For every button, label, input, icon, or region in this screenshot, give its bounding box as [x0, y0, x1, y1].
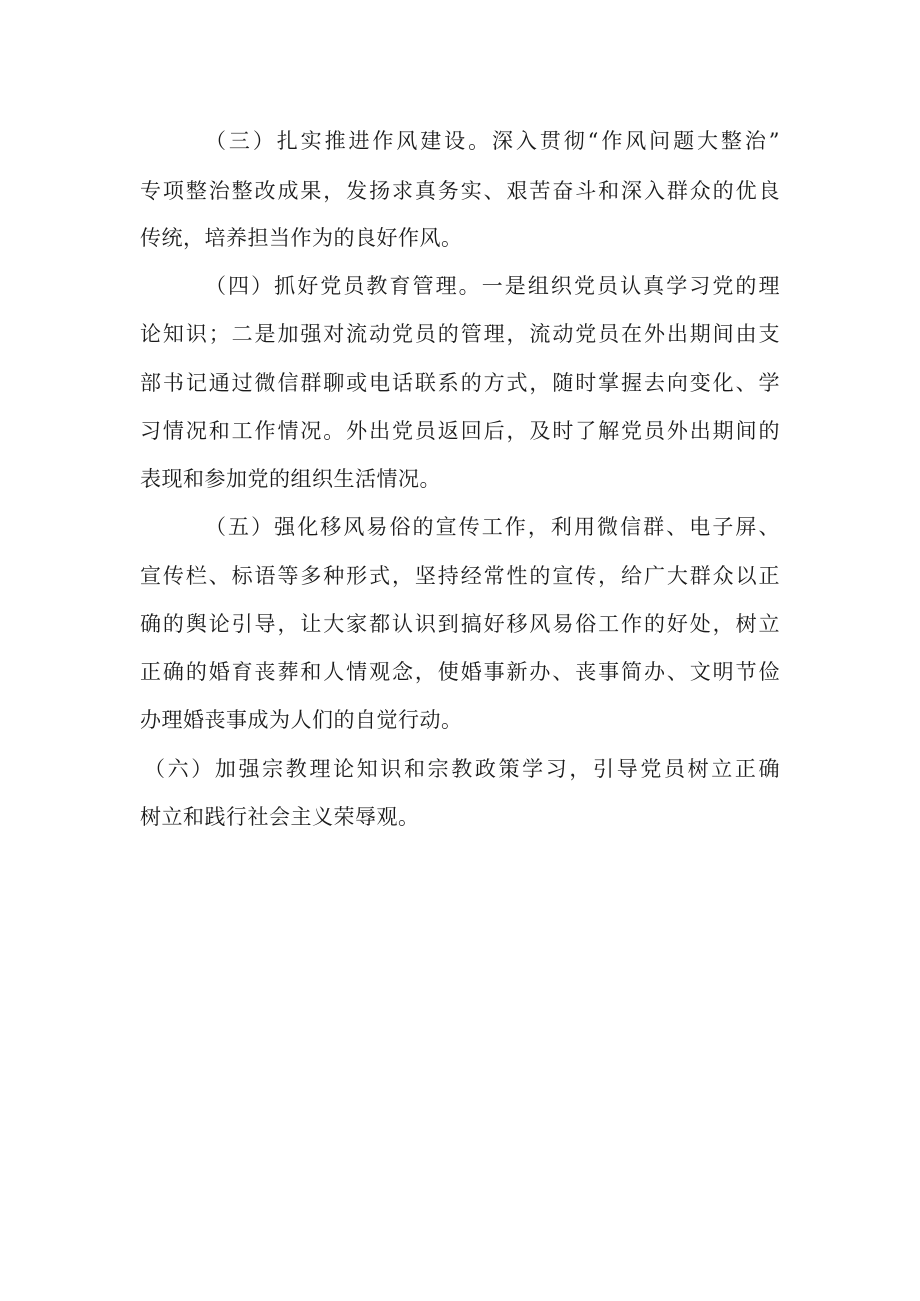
para5-line-5: 办理婚丧事成为人们的自觉行动。: [140, 708, 463, 732]
para3-line-2: 专项整治整改成果，发扬求真务实、艰苦奋斗和深入群众的优良: [140, 179, 780, 203]
para4-line-5: 表现和参加党的组织生活情况。: [140, 467, 441, 491]
para5-line-4: 正确的婚育丧葬和人情观念，使婚事新办、丧事简办、文明节俭: [140, 660, 780, 684]
para4-line-2: 论知识；二是加强对流动党员的管理，流动党员在外出期间由支: [140, 322, 780, 346]
para5-line-2: 宣传栏、标语等多种形式，坚持经常性的宣传，给广大群众以正: [140, 564, 780, 588]
para5-line-1: （五）强化移风易俗的宣传工作，利用微信群、电子屏、: [205, 515, 780, 539]
para6-line-2: 树立和践行社会主义荣辱观。: [140, 805, 420, 829]
para6-line-1: （六）加强宗教理论知识和宗教政策学习，引导党员树立正确: [144, 757, 780, 781]
para4-line-1: （四）抓好党员教育管理。一是组织党员认真学习党的理: [205, 274, 780, 298]
para4-line-3: 部书记通过微信群聊或电话联系的方式，随时掌握去向变化、学: [140, 371, 780, 395]
para5-line-3: 确的舆论引导，让大家都认识到搞好移风易俗工作的好处，树立: [140, 612, 780, 636]
para3-line-1: （三）扎实推进作风建设。深入贯彻“作风问题大整治”: [205, 129, 780, 153]
para4-line-4: 习情况和工作情况。外出党员返回后，及时了解党员外出期间的: [140, 419, 780, 443]
para3-line-3: 传统，培养担当作为的良好作风。: [140, 226, 463, 250]
